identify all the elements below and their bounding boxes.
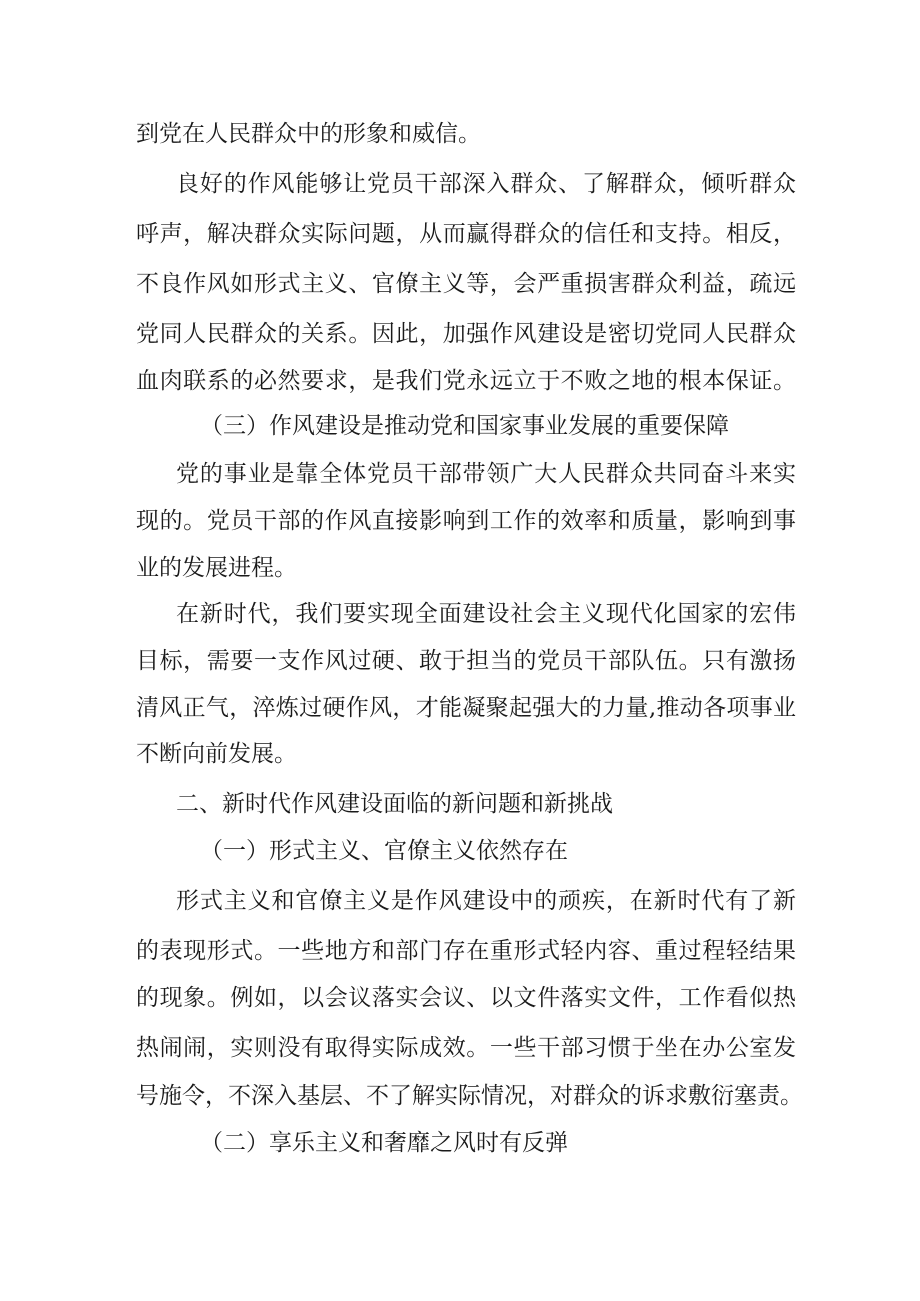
text-line: 党同人民群众的关系。因此，加强作风建设是密切党同人民群众 <box>136 321 796 347</box>
text-line: 血肉联系的必然要求，是我们党永远立于不败之地的根本保证。 <box>136 368 796 394</box>
text-line: 热闹闹，实则没有取得实际成效。一些干部习惯于坐在办公室发 <box>136 1035 796 1061</box>
paragraph-first-line: 党的事业是靠全体党员干部带领广大人民群众共同奋斗来实 <box>176 461 796 487</box>
text-line: 目标，需要一支作风过硬、敢于担当的党员干部队伍。只有激扬 <box>136 648 796 674</box>
text-line: 号施令，不深入基层、不了解实际情况，对群众的诉求敷衍塞责。 <box>136 1083 803 1109</box>
text-line: 不良作风如形式主义、官僚主义等，会严重损害群众利益，疏远 <box>136 271 796 297</box>
text-line: 业的发展进程。 <box>136 555 297 581</box>
paragraph-first-line: 形式主义和官僚主义是作风建设中的顽疾，在新时代有了新 <box>176 888 796 914</box>
section-heading: 二、新时代作风建设面临的新问题和新挑战 <box>176 791 613 817</box>
text-line: 不断向前发展。 <box>136 741 297 767</box>
text-line: 呼声，解决群众实际问题，从而赢得群众的信任和支持。相反， <box>136 221 796 247</box>
subheading-two: （二）享乐主义和奢靡之风时有反弹 <box>200 1130 568 1156</box>
text-line: 现的。党员干部的作风直接影响到工作的效率和质量，影响到事 <box>136 508 796 534</box>
text-line: 的现象。例如，以会议落实会议、以文件落实文件，工作看似热 <box>136 985 796 1011</box>
text-line: 到党在人民群众中的形象和威信。 <box>136 121 481 147</box>
paragraph-first-line: 在新时代，我们要实现全面建设社会主义现代化国家的宏伟 <box>176 601 796 627</box>
paragraph-first-line: 良好的作风能够让党员干部深入群众、了解群众，倾听群众 <box>176 171 796 197</box>
subheading-one: （一）形式主义、官僚主义依然存在 <box>200 838 568 864</box>
text-line: 的表现形式。一些地方和部门存在重形式轻内容、重过程轻结果 <box>136 938 796 964</box>
text-line: 清风正气，淬炼过硬作风，才能凝聚起强大的力量,推动各项事业 <box>136 695 796 721</box>
subheading-three: （三）作风建设是推动党和国家事业发展的重要保障 <box>200 413 729 439</box>
